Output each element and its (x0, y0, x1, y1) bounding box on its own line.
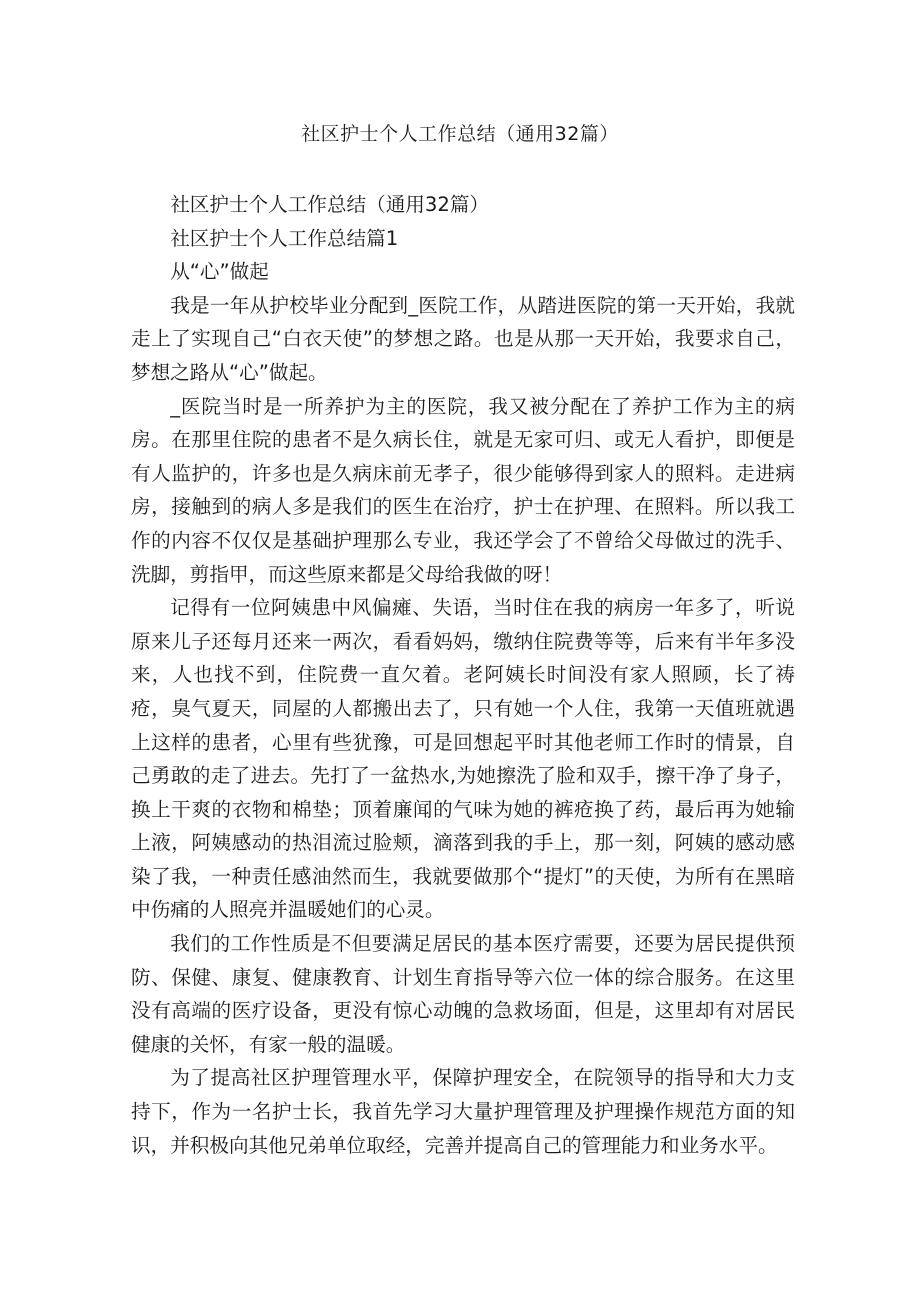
paragraph: _医院当时是一所养护为主的医院，我又被分配在了养护工作为主的病房。在那里住院的患者不是久病长住，就是无家可归、或无人看护，即便是有人监护的，许多也是久病床前无孝子，很少能够得到家人的照料。走进病房，接触到的病人多是我们的医生在治疗，护士在护理、在照料。所以我工作的内容不仅仅是基础护理那么专业，我还学会了不曾给父母做过的洗手、洗脚，剪指甲，而这些原来都是父母给我做的呀！ (131, 394, 795, 586)
section-heading-main: 社区护士个人工作总结（通用32篇） (170, 193, 490, 216)
paragraph: 我是一年从护校毕业分配到_医院工作，从踏进医院的第一天开始，我就走上了实现自己“白衣天使”的梦想之路。也是从那一天开始，我要求自己，梦想之路从“心”做起。 (131, 293, 795, 384)
document-body (131, 188, 795, 1162)
section-heading-part1: 社区护士个人工作总结篇1 (170, 226, 399, 250)
section-subheading: 从“心”做起 (170, 260, 269, 284)
paragraph: 记得有一位阿姨患中风偏瘫、失语，当时住在我的病房一年多了，听说原来儿子还每月还来一两次，看看妈妈，缴纳住院费等等，后来有半年多没来，人也找不到，住院费一直欠着。老阿姨长时间没有家人照顾，长了祷疮，臭气夏天，同屋的人都搬出去了，只有她一个人住，我第一天值班就遇上这样的患者，心里有些犹豫，可是回想起平时其他老师工作时的情景，自己勇敢的走了进去。先打了一盆热水,为她擦洗了脸和双手，擦干净了身子，换上干爽的衣物和棉垫；顶着廉闻的气味为她的裤疮换了药，最后再为她输上液，阿姨感动的热泪流过脸颊，滴落到我的手上，那一刻，阿姨的感动感染了我，一种责任感油然而生，我就要做那个“提灯”的天使，为所有在黑暗中伤痛的人照亮并温暖她们的心灵。 (131, 596, 795, 922)
document-title: 社区护士个人工作总结（通用32篇） (301, 123, 619, 145)
paragraph: 为了提高社区护理管理水平，保障护理安全，在院领导的指导和大力支持下，作为一名护士长，我首先学习大量护理管理及护理操作规范方面的知识，并积极向其他兄弟单位取经，完善并提高自己的管理能力和业务水平。 (131, 1066, 795, 1157)
paragraph: 我们的工作性质是不但要满足居民的基本医疗需要，还要为居民提供预防、保健、康复、健康教育、计划生育指导等六位一体的综合服务。在这里没有高端的医疗设备，更没有惊心动魄的急救场面，但是，这里却有对居民健康的关怀，有家一般的温暖。 (131, 932, 795, 1056)
